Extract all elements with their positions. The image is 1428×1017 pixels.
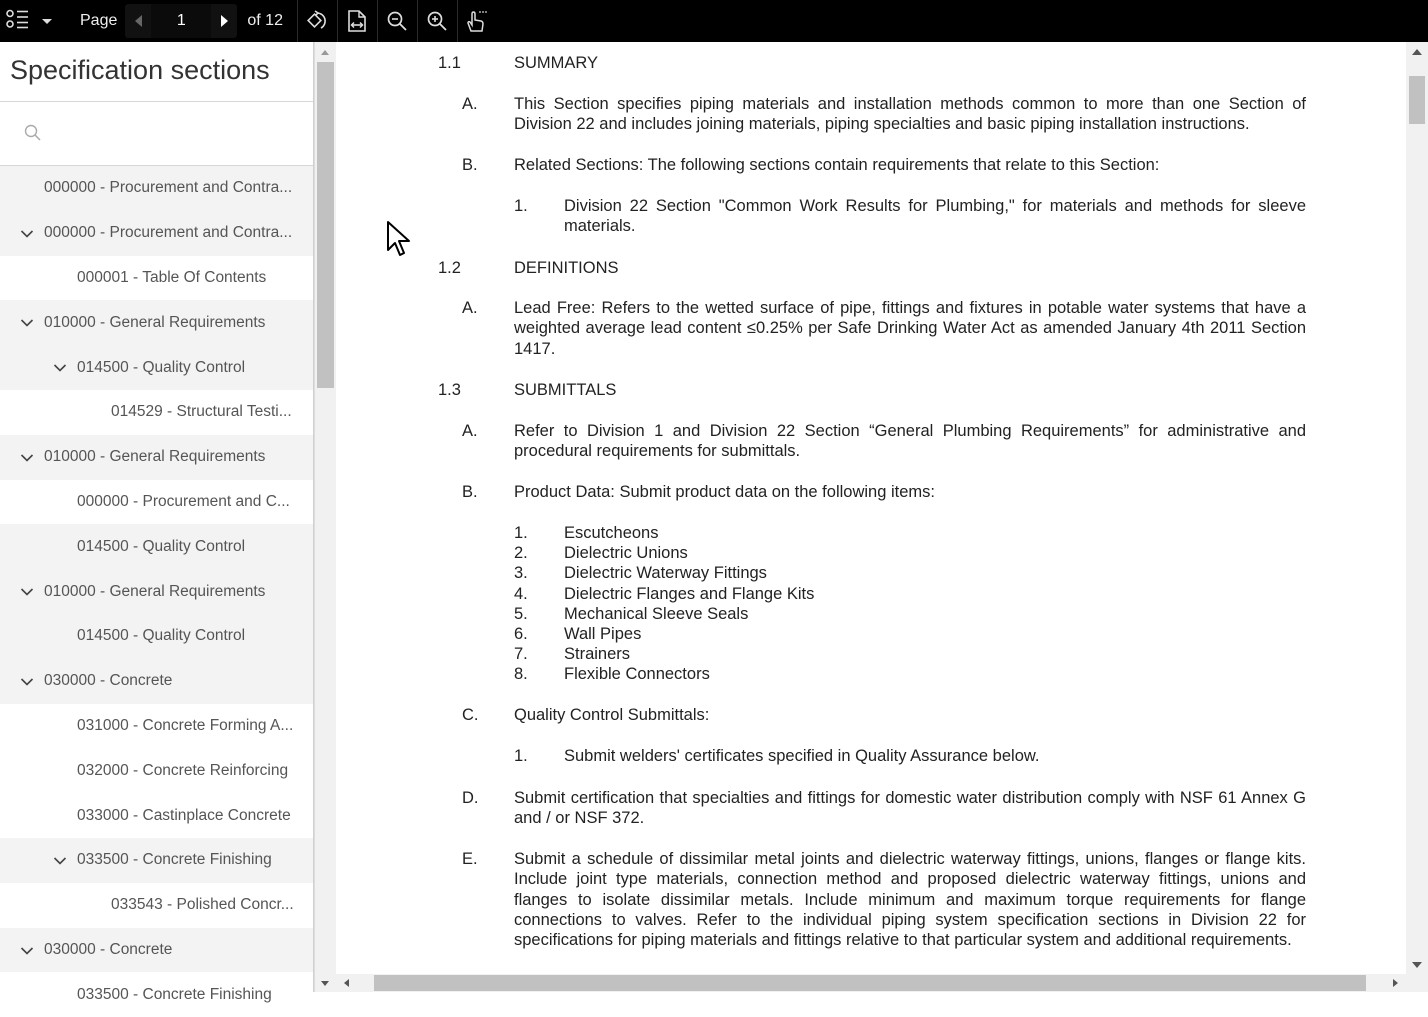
- section-tree-item[interactable]: [0, 883, 313, 928]
- paragraph-letter: A.: [462, 95, 478, 113]
- next-page-button[interactable]: [211, 4, 237, 38]
- previous-page-button[interactable]: [125, 4, 151, 38]
- product-data-item: [514, 523, 659, 543]
- section-tree-item-label: 033543 - Polished Concr...: [111, 896, 294, 914]
- scroll-right-arrow-icon[interactable]: [1393, 979, 1398, 987]
- section-number: 1.1: [438, 54, 461, 72]
- section-tree-item-label: 030000 - Concrete: [44, 940, 173, 958]
- section-tree-item-label: 014529 - Structural Testi...: [111, 403, 292, 421]
- section-tree-item-label: 010000 - General Requirements: [44, 448, 266, 466]
- paragraph-text: Refer to Division 1 and Division 22 Section “General Plumbing Requirements” for administrative and procedural requirements for submittals.: [514, 422, 1306, 461]
- sidebar-title: Specification sections: [0, 42, 313, 102]
- chevron-right-icon: [221, 15, 228, 27]
- paragraph-letter: D.: [462, 789, 479, 807]
- section-tree: [0, 166, 313, 1017]
- item-number: 6.: [514, 625, 528, 643]
- paragraph-text: Lead Free: Refers to the wetted surface of pipe, fittings and fixtures in potable water systems that have a weighted average lead content ≤0.25% per Safe Drinking Water Act as amended January 4th 2011 Section 1417.: [514, 299, 1306, 358]
- subparagraph-number: 1.: [514, 747, 528, 765]
- paragraph-text: Quality Control Submittals:: [514, 706, 710, 724]
- subparagraph-text: Submit welders' certificates specified in Quality Assurance below.: [564, 747, 1040, 765]
- paragraph-letter: A.: [462, 299, 478, 317]
- chevron-down-icon[interactable]: [20, 451, 34, 465]
- chevron-down-icon[interactable]: [53, 361, 67, 375]
- section-tree-item[interactable]: [0, 569, 313, 614]
- item-text: Escutcheons: [564, 524, 659, 542]
- product-data-item: [514, 604, 749, 624]
- subparagraph-1-1-b-1: [514, 196, 1306, 237]
- paragraph-1-3-c: [462, 705, 1306, 725]
- section-tree-item-label: 000000 - Procurement and C...: [77, 492, 290, 510]
- item-number: 1.: [514, 524, 528, 542]
- scroll-down-arrow-icon[interactable]: [321, 981, 329, 986]
- item-number: 7.: [514, 645, 528, 664]
- zoom-out-button[interactable]: [378, 0, 417, 42]
- section-title: DEFINITIONS: [514, 259, 619, 277]
- item-number: 2.: [514, 544, 528, 563]
- paragraph-1-1-b: [462, 155, 1306, 175]
- section-tree-item-label: 033500 - Concrete Finishing: [77, 985, 272, 1003]
- scroll-up-arrow-icon[interactable]: [1412, 49, 1422, 55]
- section-number: 1.2: [438, 259, 461, 277]
- paragraph-letter: A.: [462, 422, 478, 440]
- item-text: Wall Pipes: [564, 625, 642, 643]
- paragraph-1-3-d: [462, 788, 1306, 829]
- zoom-in-icon: [426, 10, 448, 32]
- section-tree-item[interactable]: [0, 748, 313, 793]
- rotate-button[interactable]: [298, 0, 337, 42]
- section-tree-item[interactable]: [0, 345, 313, 390]
- chevron-down-icon[interactable]: [53, 854, 67, 868]
- product-data-item: [514, 563, 767, 583]
- section-tree-item-label: 000000 - Procurement and Contra...: [44, 224, 293, 242]
- vertical-scrollbar-thumb[interactable]: [1409, 76, 1425, 124]
- sections-sidebar: [0, 42, 314, 1003]
- paragraph-1-2-a: [462, 298, 1306, 359]
- viewer-toolbar: [0, 0, 1428, 42]
- subparagraph-number: 1.: [514, 197, 528, 215]
- subparagraph-1-3-c-1: [514, 746, 1306, 766]
- paragraph-text: This Section specifies piping materials and installation methods common to more than one Section of Division 22 and includes joining materials, piping specialties and basic piping installation instructions.: [514, 95, 1306, 134]
- scroll-up-arrow-icon[interactable]: [321, 50, 329, 55]
- section-tree-item[interactable]: [0, 211, 313, 256]
- item-text: Dielectric Flanges and Flange Kits: [564, 584, 815, 603]
- section-tree-item-label: 033000 - Castinplace Concrete: [77, 806, 291, 824]
- document-horizontal-scrollbar[interactable]: [336, 974, 1428, 992]
- section-tree-item[interactable]: [0, 435, 313, 480]
- section-tree-item-label: 014500 - Quality Control: [77, 537, 246, 555]
- chevron-down-icon[interactable]: [20, 316, 34, 330]
- scroll-down-arrow-icon[interactable]: [1412, 962, 1422, 968]
- section-tree-item-label: 010000 - General Requirements: [44, 582, 266, 600]
- section-tree-item[interactable]: [0, 793, 313, 838]
- zoom-out-icon: [386, 10, 408, 32]
- paragraph-letter: B.: [462, 156, 478, 174]
- section-tree-item-label: 033500 - Concrete Finishing: [77, 851, 272, 869]
- fit-width-button[interactable]: [338, 0, 377, 42]
- section-tree-item[interactable]: [0, 928, 313, 973]
- section-tree-item[interactable]: [0, 480, 313, 525]
- pan-hand-icon: [465, 9, 489, 33]
- item-number: 4.: [514, 584, 528, 603]
- section-tree-item[interactable]: [0, 256, 313, 301]
- search-icon: [24, 124, 42, 147]
- paragraph-text: Submit a schedule of dissimilar metal joints and dielectric waterway fittings, unions, flanges or flange kits. Include joint type materials, connection method and proposed dielectric waterway fittings, unions and flanges to isolate dissimilar metals. Include minimum and maximum torque requirements for flange connections to valves. Refer to the individual piping system specification sections in Division 22 for specifications for piping materials and fittings relative to that particular system and additional requirements.: [514, 850, 1306, 950]
- paragraph-text: Product Data: Submit product data on the following items:: [514, 483, 935, 501]
- section-number: 1.3: [438, 381, 461, 399]
- item-text: Mechanical Sleeve Seals: [564, 604, 749, 623]
- paragraph-1-3-b: [462, 482, 1306, 502]
- section-tree-item[interactable]: [0, 524, 313, 569]
- pan-tool-button[interactable]: [458, 0, 497, 42]
- item-number: 5.: [514, 604, 528, 623]
- horizontal-scrollbar-thumb[interactable]: [374, 975, 1366, 991]
- section-search-input[interactable]: [50, 116, 300, 152]
- page-label: Page: [80, 12, 118, 29]
- item-text: Dielectric Waterway Fittings: [564, 564, 767, 583]
- section-tree-item[interactable]: [0, 659, 313, 704]
- sidebar-scrollbar[interactable]: [314, 42, 336, 992]
- section-title: SUMMARY: [514, 54, 599, 72]
- section-tree-item-label: 032000 - Concrete Reinforcing: [77, 761, 289, 779]
- section-tree-item-label: 014500 - Quality Control: [77, 627, 246, 645]
- section-tree-item[interactable]: [0, 166, 313, 211]
- subparagraph-text: Division 22 Section "Common Work Results for Plumbing," for materials and methods for sleeve materials.: [564, 197, 1306, 236]
- item-text: Strainers: [564, 645, 631, 664]
- chevron-down-icon[interactable]: [20, 944, 34, 958]
- product-data-item: [514, 664, 710, 684]
- item-text: Dielectric Unions: [564, 544, 688, 563]
- fit-width-icon: [347, 9, 367, 33]
- product-data-item: [514, 543, 688, 563]
- scroll-left-arrow-icon[interactable]: [344, 979, 349, 987]
- search-box: [0, 102, 313, 166]
- chevron-down-icon[interactable]: [20, 227, 34, 241]
- chevron-left-icon: [135, 15, 142, 27]
- section-tree-item[interactable]: [0, 390, 313, 435]
- page-navigator: [125, 4, 237, 38]
- paragraph-text: Submit certification that specialties and fittings for domestic water distribution comply with NSF 61 Annex G and / or NSF 372.: [514, 789, 1306, 828]
- zoom-in-button[interactable]: [418, 0, 457, 42]
- section-tree-item-label: 031000 - Concrete Forming A...: [77, 716, 294, 734]
- page-count-label: of 12: [247, 12, 283, 29]
- outline-toggle-button[interactable]: [0, 0, 66, 42]
- paragraph-1-1-a: [462, 94, 1306, 135]
- section-tree-item-label: 010000 - General Requirements: [44, 313, 266, 331]
- paragraph-letter: C.: [462, 706, 479, 724]
- rotate-icon: [306, 10, 328, 32]
- section-tree-item-label: 000001 - Table Of Contents: [77, 268, 267, 286]
- item-number: 3.: [514, 564, 528, 583]
- section-title: SUBMITTALS: [514, 381, 617, 399]
- paragraph-1-3-a: [462, 421, 1306, 462]
- section-tree-item[interactable]: [0, 300, 313, 345]
- section-tree-item-label: 030000 - Concrete: [44, 672, 173, 690]
- section-tree-item[interactable]: [0, 704, 313, 749]
- product-data-item: [514, 584, 815, 604]
- outline-list-icon: [6, 9, 30, 34]
- sidebar-scrollbar-thumb[interactable]: [317, 62, 334, 388]
- chevron-down-icon[interactable]: [20, 585, 34, 599]
- section-tree-item[interactable]: [0, 838, 313, 883]
- section-tree-item[interactable]: [0, 614, 313, 659]
- product-data-item: [514, 644, 631, 664]
- section-tree-item-label: 000000 - Procurement and Contra...: [44, 179, 293, 197]
- item-number: 8.: [514, 665, 528, 684]
- page-number-input[interactable]: [151, 4, 211, 38]
- item-text: Flexible Connectors: [564, 665, 710, 684]
- product-data-item: [514, 624, 642, 644]
- section-tree-item[interactable]: [0, 972, 313, 1017]
- paragraph-letter: E.: [462, 850, 478, 868]
- section-tree-item-label: 014500 - Quality Control: [77, 358, 246, 376]
- paragraph-text: Related Sections: The following sections contain requirements that relate to this Section:: [514, 156, 1160, 174]
- chevron-down-icon[interactable]: [20, 675, 34, 689]
- document-vertical-scrollbar[interactable]: [1406, 42, 1428, 974]
- chevron-down-icon: [42, 19, 52, 24]
- document-viewer: [336, 42, 1406, 974]
- paragraph-letter: B.: [462, 483, 478, 501]
- paragraph-1-3-e: [462, 849, 1306, 950]
